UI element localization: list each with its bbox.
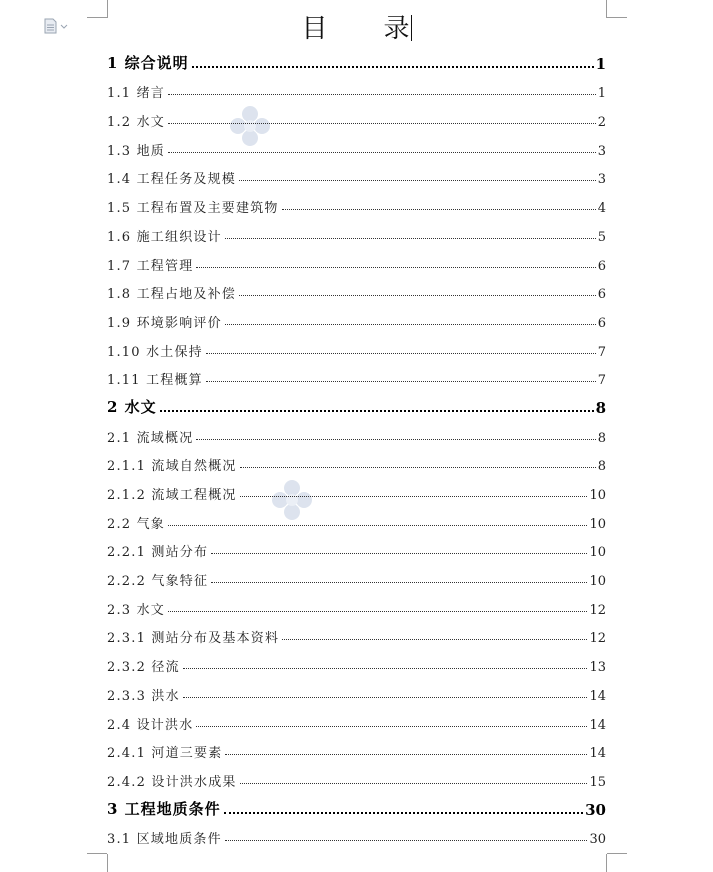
- toc-entry[interactable]: [107, 302, 606, 331]
- toc-leader-dots: [282, 209, 596, 210]
- toc-entry[interactable]: [107, 187, 606, 216]
- crop-mark: [87, 853, 107, 854]
- toc-leader-dots: [240, 783, 588, 784]
- toc-entry[interactable]: [107, 446, 606, 475]
- toc-leader-dots: [225, 754, 587, 755]
- toc-entry-label: 1.5 工程布置及主要建筑物: [107, 201, 279, 217]
- toc-entry-label: 2.3.2 径流: [107, 660, 180, 676]
- toc-leader-dots: [168, 94, 596, 95]
- text-cursor: [411, 15, 412, 41]
- toc-leader-dots: [282, 639, 587, 640]
- toc-entry-label: 1.2 水文: [107, 115, 166, 131]
- toc-entry-page-number: 7: [597, 344, 606, 360]
- toc-entry-label: 3.1 区域地质条件: [107, 832, 222, 848]
- crop-mark: [606, 854, 607, 872]
- toc-entry[interactable]: [107, 388, 606, 417]
- toc-entry-label: 2 水文: [107, 397, 157, 416]
- toc-leader-dots: [196, 267, 595, 268]
- toc-entry[interactable]: [107, 704, 606, 733]
- toc-entry[interactable]: [107, 790, 606, 819]
- toc-entry-page-number: 30: [585, 800, 606, 819]
- toc-entry[interactable]: [107, 44, 606, 73]
- toc-entry-label: 1 综合说明: [107, 53, 189, 72]
- toc-leader-dots: [196, 726, 587, 727]
- toc-entry-label: 1.8 工程占地及补偿: [107, 287, 237, 303]
- toc-entry-label: 1.1 绪言: [107, 86, 166, 102]
- toc-entry-label: 2.1 流域概况: [107, 430, 194, 446]
- toc-entry-label: 1.10 水土保持: [107, 344, 203, 360]
- toc-entry-page-number: 6: [597, 315, 606, 331]
- toc-leader-dots: [239, 180, 596, 181]
- toc-entry[interactable]: [107, 618, 606, 647]
- toc-entry-page-number: 6: [597, 287, 606, 303]
- toc-entry-label: 2.4.1 河道三要素: [107, 746, 223, 762]
- toc-entry[interactable]: [107, 733, 606, 762]
- toc-entry-page-number: 10: [589, 516, 606, 532]
- toc-entry[interactable]: [107, 646, 606, 675]
- toc-entry[interactable]: [107, 417, 606, 446]
- toc-leader-dots: [183, 668, 588, 669]
- toc-entry[interactable]: [107, 159, 606, 188]
- toc-entry-page-number: 12: [589, 631, 606, 647]
- toc-leader-dots: [240, 496, 588, 497]
- toc-entry-page-number: 30: [589, 832, 606, 848]
- toc-entry-label: 3 工程地质条件: [107, 799, 221, 818]
- toc-entry-page-number: 1: [595, 54, 606, 73]
- toc-entry[interactable]: [107, 331, 606, 360]
- toc-leader-dots: [168, 611, 587, 612]
- toc-entry-page-number: 8: [597, 430, 606, 446]
- toc-leader-dots: [168, 123, 596, 124]
- toc-leader-dots: [160, 410, 594, 412]
- toc-leader-dots: [239, 295, 596, 296]
- toc-entry[interactable]: [107, 216, 606, 245]
- toc-entry-page-number: 8: [595, 398, 606, 417]
- toc-leader-dots: [206, 381, 596, 382]
- toc-leader-dots: [225, 324, 596, 325]
- toc-leader-dots: [168, 152, 596, 153]
- toc-leader-dots: [225, 840, 588, 841]
- toc-entry[interactable]: [107, 560, 606, 589]
- toc-leader-dots: [192, 66, 594, 68]
- toc-entry-label: 2.1.1 流域自然概况: [107, 459, 237, 475]
- toc-entry[interactable]: [107, 675, 606, 704]
- toc-entry[interactable]: [107, 532, 606, 561]
- toc-entry[interactable]: [107, 130, 606, 159]
- toc-entry[interactable]: [107, 101, 606, 130]
- toc-leader-dots: [168, 525, 587, 526]
- table-of-contents: [107, 44, 606, 847]
- crop-mark: [107, 854, 108, 872]
- toc-entry-label: 1.9 环境影响评价: [107, 315, 222, 331]
- toc-entry-label: 2.3.3 洪水: [107, 688, 180, 704]
- toc-entry-label: 1.6 施工组织设计: [107, 229, 222, 245]
- toc-entry-page-number: 3: [597, 172, 606, 188]
- toc-entry-page-number: 10: [589, 488, 606, 503]
- toc-entry[interactable]: [107, 589, 606, 618]
- toc-entry-page-number: 2: [597, 115, 606, 131]
- toc-leader-dots: [224, 812, 583, 814]
- toc-entry-page-number: 8: [597, 459, 606, 475]
- toc-entry-label: 1.3 地质: [107, 143, 166, 159]
- toc-entry-label: 2.4 设计洪水: [107, 717, 194, 733]
- toc-leader-dots: [196, 439, 595, 440]
- toc-leader-dots: [225, 238, 596, 239]
- toc-entry[interactable]: [107, 474, 606, 503]
- toc-leader-dots: [211, 553, 587, 554]
- toc-entry[interactable]: [107, 503, 606, 532]
- toc-entry-page-number: 1: [597, 86, 606, 102]
- toc-entry[interactable]: [107, 73, 606, 102]
- toc-entry-page-number: 14: [589, 688, 606, 704]
- toc-entry-page-number: 14: [589, 746, 606, 762]
- toc-entry-label: 1.11 工程概算: [107, 373, 203, 389]
- toc-entry-page-number: 15: [589, 774, 606, 790]
- crop-mark: [607, 853, 627, 854]
- toc-entry-page-number: 3: [597, 143, 606, 159]
- toc-entry-label: 2.2.2 气象特征: [107, 574, 209, 590]
- toc-entry-label: 2.1.2 流域工程概况: [107, 488, 237, 503]
- toc-entry-page-number: 6: [597, 258, 606, 274]
- toc-entry-page-number: 10: [589, 574, 606, 590]
- toc-entry-page-number: 12: [589, 602, 606, 618]
- toc-leader-dots: [211, 582, 587, 583]
- toc-entry-page-number: 14: [589, 717, 606, 733]
- toc-entry-page-number: 7: [597, 373, 606, 389]
- toc-leader-dots: [206, 353, 596, 354]
- toc-entry[interactable]: [107, 274, 606, 303]
- toc-entry-label: 2.3.1 测站分布及基本资料: [107, 631, 280, 647]
- toc-leader-dots: [183, 697, 588, 698]
- toc-entry[interactable]: [107, 245, 606, 274]
- toc-leader-dots: [240, 467, 596, 468]
- title-left: 目: [301, 14, 328, 44]
- toc-entry[interactable]: [107, 819, 606, 848]
- toc-entry-page-number: 4: [597, 201, 606, 217]
- toc-entry-page-number: 5: [597, 229, 606, 245]
- toc-entry[interactable]: [107, 761, 606, 790]
- page-title: [0, 8, 713, 44]
- toc-entry-label: 2.2.1 测站分布: [107, 545, 209, 561]
- toc-entry-label: 2.4.2 设计洪水成果: [107, 774, 237, 790]
- title-right: 录: [383, 14, 410, 44]
- toc-entry-label: 2.2 气象: [107, 516, 166, 532]
- toc-entry-page-number: 10: [589, 545, 606, 561]
- toc-entry-label: 1.4 工程任务及规模: [107, 172, 237, 188]
- toc-entry-page-number: 13: [589, 660, 606, 676]
- toc-entry-label: 1.7 工程管理: [107, 258, 194, 274]
- toc-entry[interactable]: [107, 360, 606, 389]
- toc-entry-label: 2.3 水文: [107, 602, 166, 618]
